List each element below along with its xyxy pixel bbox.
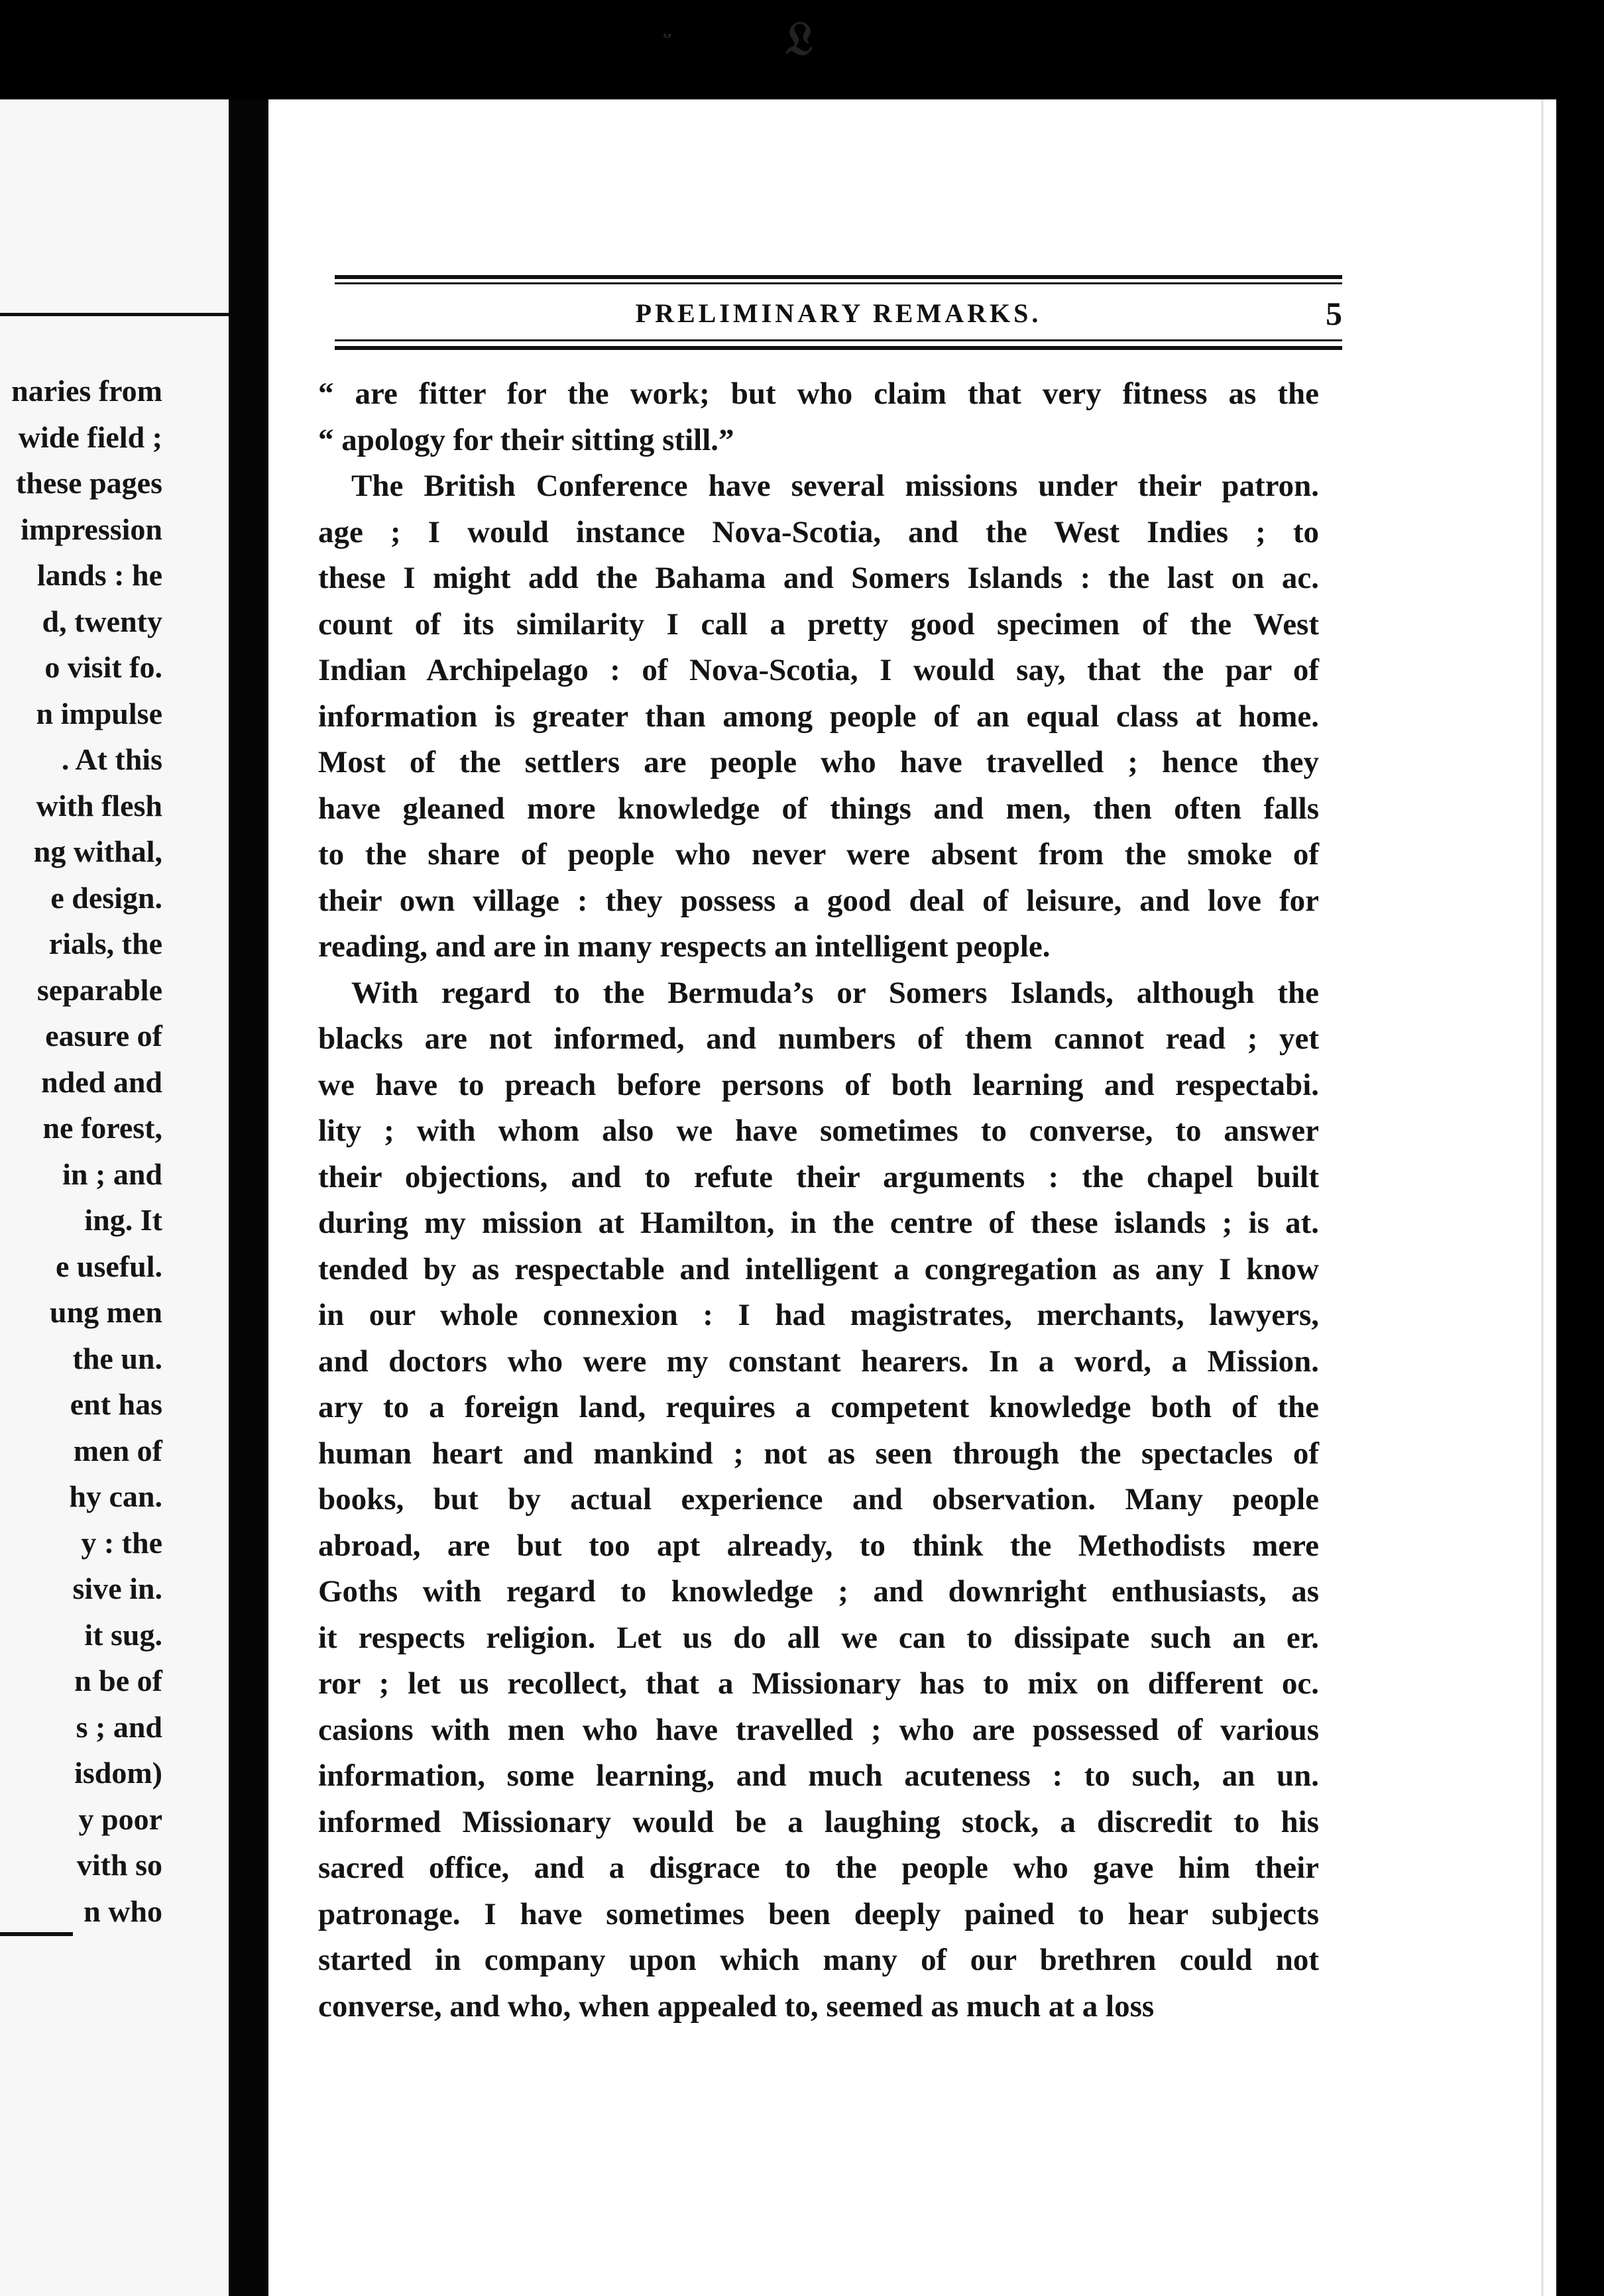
scan-mark-2: 𝔏 [785,14,813,65]
left-page-line: men of [73,1433,162,1467]
text-line: tended by as respectable and intelligent a congregation as any I know [318,1251,1319,1287]
text-line: it respects religion. Let us do all we can to dissipate such an er. [318,1620,1319,1655]
left-page-line: impression [21,512,162,546]
text-line: count of its similarity I call a pretty good specimen of the West [318,606,1319,642]
text-line: ror ; let us recollect, that a Missionary has to mix on different oc. [318,1666,1319,1701]
text-line: books, but by actual experience and observation. Many people [318,1482,1319,1517]
text-line: casions with men who have travelled ; who are possessed of various [318,1712,1319,1747]
left-page-line: e useful. [56,1249,162,1283]
text-line: With regard to the Bermuda’s or Somers Islands, although the [351,975,1319,1010]
header-rule-bottom-thin [335,339,1342,341]
text-line: converse, and who, when appealed to, seemed as much at a loss [318,1988,1155,2024]
body-text [318,371,1319,2030]
left-page-line: s ; and [76,1709,162,1744]
left-page-text [0,368,162,1934]
text-line: informed Missionary would be a laughing stock, a discredit to his [318,1804,1319,1839]
text-line: reading, and are in many respects an intelligent people. [318,929,1051,964]
header-rule-top-thin [335,282,1342,284]
text-line: their own village : they possess a good deal of leisure, and love for [318,883,1319,918]
left-page-line: rials, the [48,927,162,960]
left-page-line: y poor [78,1802,162,1836]
left-page-line: vith so [76,1848,162,1882]
text-line: “ apology for their sitting still.” [318,422,734,457]
text-line: we have to preach before persons of both learning and respectabi. [318,1067,1319,1102]
left-page-line: lands : he [36,558,162,592]
left-page-line: ng withal, [33,834,162,868]
running-head [335,290,1342,337]
left-page-line: easure of [45,1019,162,1053]
header-rule-top [335,275,1342,279]
left-page-line: n impulse [36,696,162,730]
text-line: age ; I would instance Nova-Scotia, and the West Indies ; to [318,514,1319,549]
left-page-line: the un. [72,1341,162,1375]
left-page-line: ing. It [84,1203,162,1237]
left-page-line: wide field ; [18,420,162,454]
left-page-line: . At this [61,742,162,776]
left-page-line: sive in. [72,1572,162,1605]
text-line: have gleaned more knowledge of things and men, then often falls [318,791,1319,826]
left-page-line: ne forest, [42,1111,162,1145]
book-gutter [229,99,268,2296]
text-line: information, some learning, and much acuteness : to such, an un. [318,1758,1319,1793]
text-line: ary to a foreign land, requires a competent knowledge both of the [318,1390,1319,1424]
text-line: Goths with regard to knowledge ; and downright enthusiasts, as [318,1574,1319,1609]
left-page-line: ung men [50,1295,162,1329]
left-page-line: these pages [15,466,162,500]
text-line: sacred office, and a disgrace to the people who gave him their [318,1851,1319,1885]
microfilm-frame-right [1556,0,1604,2296]
page-number: 5 [1326,295,1342,332]
page-edge [1541,99,1544,2296]
left-page-line: separable [36,972,162,1007]
left-page-line: n who [84,1894,162,1928]
left-page-line: e design. [50,880,162,915]
text-line: their objections, and to refute their arguments : the chapel built [318,1159,1319,1194]
text-line: information is greater than among people of an equal class at home. [318,699,1319,734]
left-page-rule-top [0,313,229,316]
text-line: abroad, are but too apt already, to think the Methodists mere [318,1528,1319,1563]
text-line: to the share of people who never were absent from the smoke of [318,837,1319,872]
header-rule-bottom [335,346,1342,350]
left-page-line: ent has [70,1387,162,1421]
left-page-line: nded and [41,1064,162,1099]
text-line: in our whole connexion : I had magistrates, merchants, lawyers, [318,1298,1319,1332]
left-page-line: in ; and [62,1157,162,1191]
text-line: started in company upon which many of our brethren could not [318,1943,1319,1977]
left-page-line: hy can. [69,1479,162,1513]
left-page [0,99,229,2296]
text-line: human heart and mankind ; not as seen through the spectacles of [318,1436,1319,1471]
running-head-title: PRELIMINARY REMARKS. [635,298,1042,328]
scan-mark-1: ᵕ [663,19,672,53]
left-page-line: with flesh [36,788,162,823]
text-line: The British Conference have several missions under their patron. [351,469,1319,503]
text-line: Indian Archipelago : of Nova-Scotia, I would say, that the par of [318,653,1319,687]
text-line: these I might add the Bahama and Somers Islands : the last on ac. [318,561,1319,595]
right-page [268,99,1556,2296]
text-line: “ are fitter for the work; but who claim that very fitness as the [318,376,1319,411]
left-page-rule-bottom [0,1932,73,1936]
left-page-line: n be of [74,1664,162,1697]
text-line: Most of the settlers are people who have travelled ; hence they [318,745,1319,779]
left-page-line: it sug. [84,1617,162,1652]
text-line: and doctors who were my constant hearers. In a word, a Mission. [318,1344,1319,1379]
text-line: blacks are not informed, and numbers of them cannot read ; yet [318,1021,1319,1056]
left-page-line: isdom) [74,1756,162,1790]
left-page-line: o visit fo. [44,650,162,684]
left-page-line: y : the [81,1525,162,1560]
text-line: patronage. I have sometimes been deeply pained to hear subjects [318,1896,1319,1931]
text-line: during my mission at Hamilton, in the centre of these islands ; is at. [318,1206,1319,1240]
left-page-line: naries from [11,374,162,408]
text-line: lity ; with whom also we have sometimes to converse, to answer [318,1114,1319,1148]
left-page-line: d, twenty [42,604,162,638]
